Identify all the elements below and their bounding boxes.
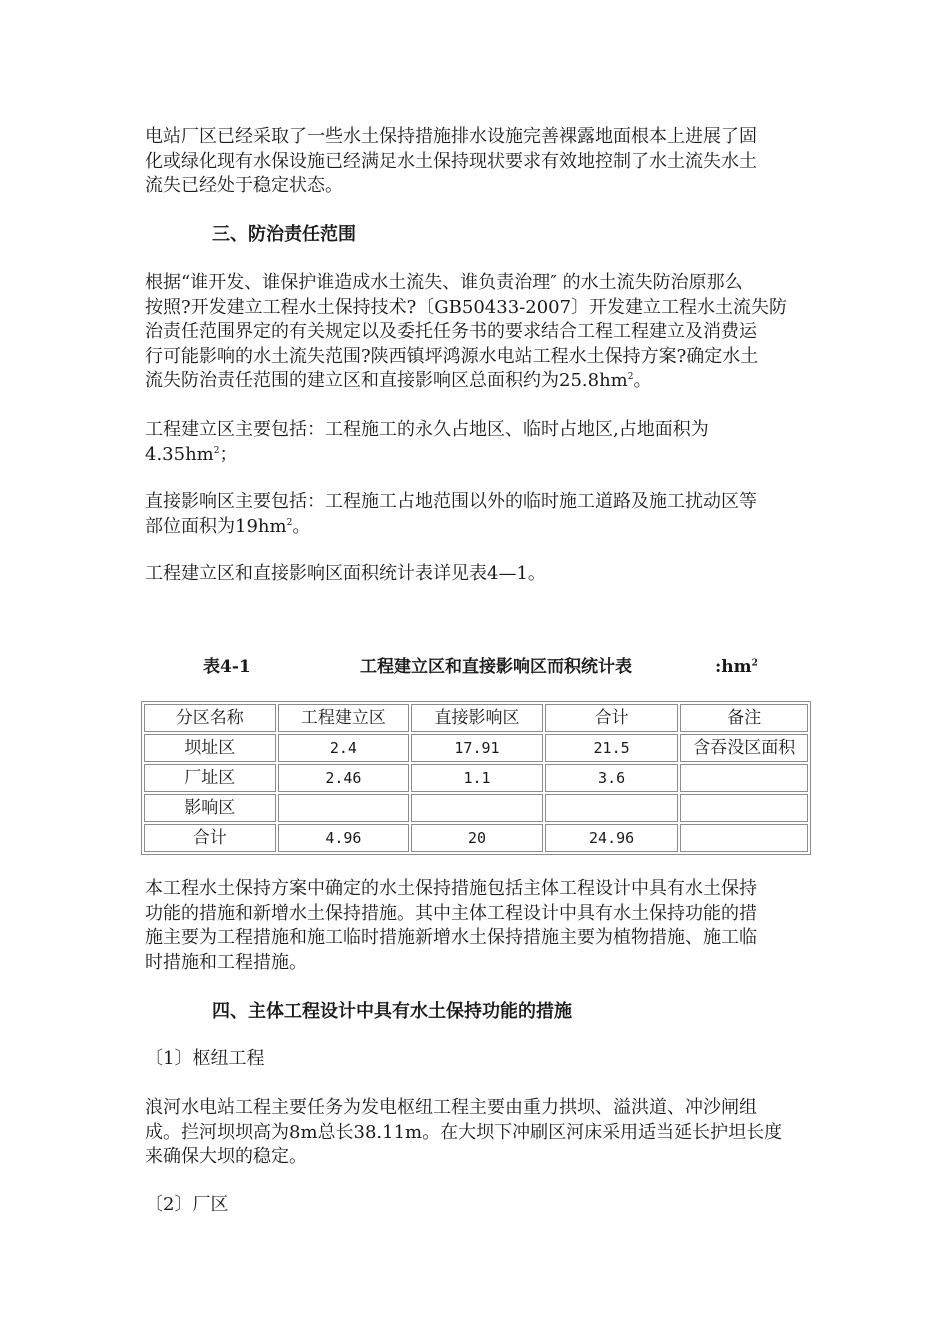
table-header-row bbox=[144, 704, 808, 732]
table-cell: 2.4 bbox=[278, 734, 410, 762]
header-cell-direct-impact-area: 直接影响区 bbox=[411, 704, 543, 732]
table-caption-unit: $:hm^2$ bbox=[715, 657, 758, 677]
paragraph-direct-impact-area: 直接影响区主要包括：工程施工占地范围以外的临时施工道路及施工扰动区等 部位面积为$19hm^2$。 bbox=[145, 491, 757, 537]
table-cell: 4.96 bbox=[278, 824, 410, 852]
section-heading-prevention-scope: 三、防治责任范围 bbox=[212, 224, 356, 245]
table-cell: 17.91 bbox=[411, 734, 543, 762]
paragraph-hub-project: 浪河水电站工程主要任务为发电枢纽工程主要由重力拱坝、溢洪道、冲沙闸组 成。拦河坝坝高为8m总长38.11m。在大坝下冲刷区河床采用适当延长护坦长度 来确保大坝的稳定。 bbox=[145, 1097, 783, 1167]
table-cell: 21.5 bbox=[545, 734, 679, 762]
table-cell: 含吞没区面积 bbox=[680, 734, 808, 762]
area-statistics-table bbox=[141, 701, 811, 855]
paragraph-responsibility-scope: 根据“谁开发、谁保护谁造成水土流失、谁负责治理″ 的水土流失防治原那么 按照?开发建立工程水土保持技术?〔GB50433-2007〕开发建立工程水土流失防 治责任范围界定的有关规定以及委托任务书的要求结合工程工程建立及消费运 行可能影响的水土流失范围?陕西镇坪鸿源水电站工程水土保持方案?确定水土 流失防治责任范围的建立区和直接影响区总面积约为$25.8hm^2$。 bbox=[145, 272, 788, 391]
header-cell-construction-area: 工程建立区 bbox=[278, 704, 410, 732]
table-cell bbox=[680, 824, 808, 852]
table-cell: 1.1 bbox=[411, 764, 543, 792]
table-cell: 坝址区 bbox=[144, 734, 276, 762]
table-cell bbox=[680, 764, 808, 792]
table-row bbox=[144, 824, 808, 852]
subheading-plant-area: 〔2〕厂区 bbox=[145, 1194, 229, 1215]
table-row bbox=[144, 734, 808, 762]
table-cell: 3.6 bbox=[545, 764, 679, 792]
section-heading-main-engineering-measures: 四、主体工程设计中具有水土保持功能的措施 bbox=[212, 1001, 572, 1022]
table-cell bbox=[545, 794, 679, 822]
paragraph-measures-overview: 本工程水土保持方案中确定的水土保持措施包括主体工程设计中具有水土保持 功能的措施和新增水土保持措施。其中主体工程设计中具有水土保持功能的措 施主要为工程措施和施工临时措施新增水土保持措施主要为植物措施、施工临 时措施和工程措施。 bbox=[145, 878, 757, 973]
paragraph-construction-area: 工程建立区主要包括：工程施工的永久占地区、临时占地区,占地面积为 $4.35hm^2$； bbox=[145, 419, 709, 465]
header-cell-zone: 分区名称 bbox=[144, 704, 276, 732]
paragraph-plant-area-status: 电站厂区已经采取了一些水土保持措施排水设施完善裸露地面根本上进展了固 化或绿化现有水保设施已经满足水土保持现状要求有效地控制了水土流失水土 流失已经处于稳定状态。 bbox=[145, 126, 757, 196]
table-cell: 24.96 bbox=[545, 824, 679, 852]
subheading-hub-project: 〔1〕枢纽工程 bbox=[145, 1048, 265, 1069]
table-cell: 影响区 bbox=[144, 794, 276, 822]
table-row bbox=[144, 764, 808, 792]
table-caption-number: 表4-1 bbox=[203, 657, 251, 677]
table-cell: 2.46 bbox=[278, 764, 410, 792]
header-cell-remarks: 备注 bbox=[680, 704, 808, 732]
table-row bbox=[144, 794, 808, 822]
table-cell: 合计 bbox=[144, 824, 276, 852]
table-cell: 20 bbox=[411, 824, 543, 852]
paragraph-table-reference: 工程建立区和直接影响区面积统计表详见表4—1。 bbox=[145, 563, 546, 584]
table-cell bbox=[411, 794, 543, 822]
header-cell-total: 合计 bbox=[545, 704, 679, 732]
table-cell: 厂址区 bbox=[144, 764, 276, 792]
table-cell bbox=[278, 794, 410, 822]
table-caption-title: 工程建立区和直接影响区而积统计表 bbox=[360, 657, 632, 677]
table-cell bbox=[680, 794, 808, 822]
